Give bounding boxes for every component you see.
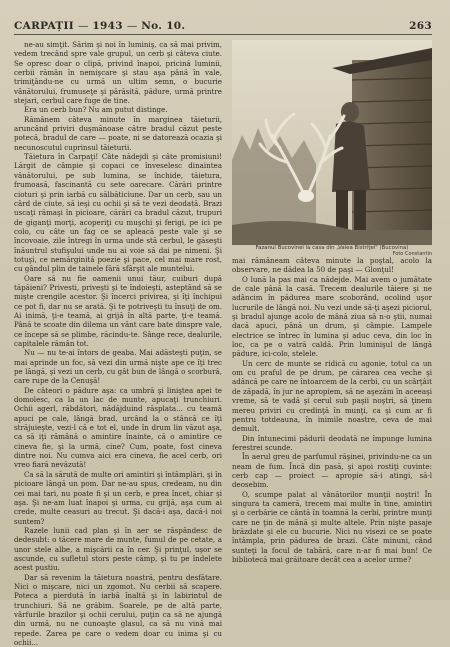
- journal-year: 1943: [92, 20, 123, 32]
- paragraph: Un cerc de munte se ridică cu agonie, totul ca un om cu praful de pe drum, pe cărarea cea veche şi adâncă pe care ne întoarcem de la cerbi, cu un scârţâit de zăpadă, în jur ne apropiem, să ne aşezăm în aceeaşi vreme, să te vadă şi cerul sub paşii noştri, să ţinem mereu priviri cu credinţă în munţi, ca şi cum ar fi pentru totdeauna, în inimile noastre, ceva de mai demult.: [232, 358, 432, 434]
- paragraph: ne-au simţit. Sărim şi noi în luminiş, ca să mai privim, vedem trecând spre vale grupul, un cerb şi câteva ciute. Se opresc doar o clipă, privind înapoi, pricină luminii, cerbii rămân în nemişcare şi stau aşa până în vale, trimiţându-ne cu urmă un ultim semn, o bucurie vânătorului, frumuseţe şi părăsită, pădure, urmă printre stejari, cerbul care fuge de tine.: [14, 40, 222, 106]
- journal-title: CARPAȚII: [14, 20, 74, 32]
- journal-issue: No. 10.: [141, 20, 186, 32]
- text-column-left: [14, 40, 222, 647]
- paragraph: Ca să la sărută de multe ori amintiri şi întâmplări, şi în picioare lângă un pom. Dar ne-au spus, credeam, nu din cei mai tari, nu poate fi şi un cerb, e prea încet, chiar şi aşa. Şi ne-am luat înapoi şi urma, cu grijă, aşa cum ai crede, multe ceasuri au trecut. Şi dacă-i aşa, dacă-i noi suntem?: [14, 469, 222, 526]
- paragraph: O, scumpe palat al vânătorilor munţii noştri! În singura ta cameră, trecem mai multe în tine, amintiri şi o cerbărie ce cântă în toamnă la cerbi, printre munţi care ne ţin de mână şi multe altele. Prin nişte pasaje brăzdate şi ele cu bucurie. Nici nu visezi ce se poate întâmpla, prin pădurea de brazi. Câte minuni, când sunteţi la focul de tabără, care n-ar fi mai bun! Ce bibliotecă mai grăitoare decât cea a acelor urme?: [232, 489, 432, 564]
- photo-illustration: [232, 40, 432, 245]
- paragraph: Din întunecimi pădurii deodată ne împunge lumina ferestrei scunde.: [232, 433, 432, 452]
- paragraph: Tăietura în Carpaţi! Câte nădejdi şi câte promisiuni! Lărgit de câmpie şi copaci ce înveselesc dinaintea vânătorului, pe sub lumina, se închide, tăietura, frumoasă, fascinantă cu sete oarecare. Cărări printre cioturi şi prin iarbă cu sălbăticiune. Dar un cerb, sau un cârd de ciute, să ieşi cu ochii şi să te vezi deodată. Brazi uscaţi rămaşi în picioare, cărări ca bradul căzut, trupuri de giganţi morţi, acoperiţi cu muşchi şi ferigi, pe ici pe colo, cu câte un fag ce se apleacă peste vale şi se încovoaie, zile întregi în urma unde stă cerbul, le găseşti înăuntrul stufişului unde nu ai voie să dai pe nimeni. Şi totuşi, ce nemărginită poezie şi pace, cel mai mare rost, cu gândul plin de tainele fără sfârşit ale muntelui.: [14, 152, 222, 274]
- paragraph: Rămânem câteva minute în marginea tăieturii, aruncând priviri duşmănoase către bradul căzut peste potecă, bradul de care — poate, ni se datorează ocazia şi necunoscutul cuprinsul tăieturii.: [14, 114, 222, 152]
- header-rule: [14, 34, 432, 35]
- text-column-right: [232, 256, 432, 600]
- paragraph: Dar să revenim la tăietura noastră, pentru desfătare. Nici o mişcare, nici un zgomot. Nu cerbii să scapere. Poteca a pierdută în iarbă înaltă şi în labirintul de trunchiuri. Să ne grăbim. Soarele, pe de altă parte, vârfurile brazilor şi ochii cerului, puţin ca să ne ajungă din urmă, nu ne cunoaşte glasul, ca să nu vină mai repede. Zarea pe care o vedem doar cu inima şi cu ochii...: [14, 572, 222, 647]
- paragraph: O lună la pas mai ca nădejde. Mai avem o jumătate de cale până la casă. Trecem dealurile tăiere şi ne adâncim în pădurea mare scoborând, ocolind uşor lucrurile de lângă noi. Nu vezi unde să-ţi aşezi piciorul, şi bradul ajunge acolo de mână ziua să n-o ştii, numai dacă apuci, până un drum, şi câmpie. Lampele electrice se întrec în lumina şi aduc ceva, din loc în loc, ca pe o vatră caldă. Prin luminişul de lângă pădure, ici-colo, stelele.: [232, 274, 432, 359]
- paragraph: Razele lunii cad plan şi în aer se răspândesc de dedesubt: o tăcere mare de munte, fumul de pe cetate, a unor stele albe, a mişcării ca în cer. Şi prinţul, uşor se ascunde, cu sufletul stors peste câmp, şi tu pe îndelete acest pustiu.: [14, 525, 222, 573]
- paragraph: Era un cerb bun? Nu am putut distinge.: [24, 105, 168, 115]
- paragraph: În aerul greu de parfumul răşinei, privindu-ne ca un neam de fum. Încă din pasă, şi apoi rostiţi cuvinte: cerb cap — proiect — apropie să-i atingi, să-l deosebim.: [232, 452, 432, 490]
- caption-text: Fazanul Bucovinei la casa din „Valea Bistriţei" (Bucovina): [255, 245, 409, 251]
- page-number: 263: [409, 20, 432, 32]
- paragraph: Nu — nu te-ai întors de geaba. Mai adăsteşti puţin, se mai aprinde un foc, să vezi din urmă nişte ape ce îţi trec pe lângă, şi vezi un cerb, cu gât bun de lângă o scorbură, care rupe de la Cenuşă!: [14, 348, 222, 386]
- paragraph: Oare să nu fie oamenii unui tăur, cuiburi după tăpăieni? Privesti, priveşti şi te îndoieşti, asteptând să se mişte crengile acestor. Şi încerci privirea, şi îţi închipui ce pot fi, dar nu se arată. Şi te potriveşti tu însuţi de om. Ai inimă, ţi-e teamă, ai grijă în altă parte, ţi-e teamă. Până te scoate din dilema un vânt care bate dinspre vale, ce începe să se plimbe, răcindu-te. Sânge rece, dealurile, capitalele rămân tot.: [14, 273, 222, 348]
- page-header: [14, 20, 432, 32]
- photo-credit: Foto Constantin: [392, 251, 432, 258]
- running-head: CARPAȚII — 1943 — No. 10.: [14, 20, 186, 32]
- photograph-deer-antlers: [232, 40, 432, 245]
- paragraph: De câteori o pădure aşa: ca umbră şi liniştea apei te domolesc, ca la un lac de munte, apucaţi trunchiuri. Ochii agerl, răbdători, nădăjduind răsplata... cu teamă apuci pe cale, lângă brad, urcând la o stâncă ce îţi străjuieşte, vezi-l că e tot el, unde în drum lin văzut aşa, ca să iţi rămână o amintire înainte, că o amintire ce cineva fie, şi la urmă, cine? Cum, poate, fost cineva dintre noi. Nu cumva aici era cineva, fie acel cerb, ori vreo fiară nevăzută!: [14, 385, 222, 470]
- paragraph: mai rămâneam câteva minute la poştal, acolo la observare, ne dădea la 50 de paşi — Glonţul!: [232, 256, 432, 275]
